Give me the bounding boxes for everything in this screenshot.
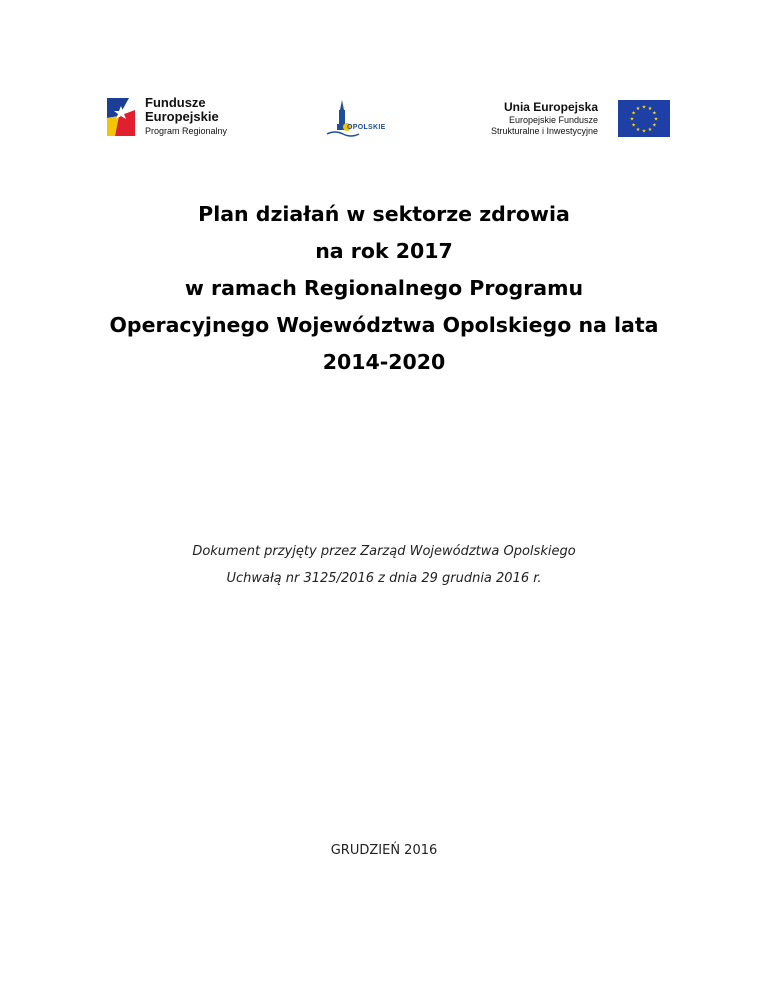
program-regionalny-label: Program Regionalny bbox=[145, 126, 228, 136]
title-line-1: Plan działań w sektorze zdrowia bbox=[198, 202, 570, 226]
eu-star-icon: ★ bbox=[635, 106, 641, 113]
adoption-note bbox=[0, 538, 768, 592]
title-line-3: w ramach Regionalnego Programu bbox=[184, 276, 584, 300]
fundusze-label: Fundusze bbox=[145, 95, 206, 110]
eu-stars-icon bbox=[618, 100, 670, 137]
eu-star-icon: ★ bbox=[652, 122, 657, 129]
document-date: GRUDZIEŃ 2016 bbox=[330, 843, 438, 858]
eu-flag-icon bbox=[618, 100, 670, 137]
eu-star-icon: ★ bbox=[653, 116, 659, 123]
eu-star-icon: ★ bbox=[641, 128, 647, 135]
fundusze-europejskie-emblem-icon bbox=[105, 96, 141, 138]
eu-star-icon: ★ bbox=[629, 116, 635, 123]
title-line-4: Operacyjnego Województwa Opolskiego na lata bbox=[109, 313, 659, 337]
unia-europejska-label: Unia Europejska bbox=[503, 100, 598, 114]
eu-star-icon: ★ bbox=[631, 110, 636, 117]
eu-star-icon: ★ bbox=[631, 122, 636, 129]
logo-bar bbox=[0, 0, 768, 160]
title-line-5: 2014-2020 bbox=[322, 350, 446, 374]
fundusze-europejskie-logo bbox=[105, 96, 255, 142]
eu-star-icon: ★ bbox=[635, 126, 641, 133]
opolskie-tower-icon bbox=[325, 98, 395, 142]
eu-star-icon: ★ bbox=[652, 110, 657, 117]
title-line-2: na rok 2017 bbox=[315, 239, 453, 263]
adoption-line-2: Uchwałą nr 3125/2016 z dnia 29 grudnia 2016 r. bbox=[226, 571, 542, 586]
eu-fundusze-label: Europejskie Fundusze bbox=[508, 115, 598, 125]
opolskie-logo bbox=[325, 98, 395, 142]
adoption-line-1: Dokument przyjęty przez Zarząd Województwa Opolskiego bbox=[192, 544, 576, 559]
eu-logo bbox=[480, 100, 670, 140]
eu-star-icon: ★ bbox=[647, 126, 653, 133]
europejskie-label: Europejskie bbox=[145, 109, 219, 124]
opolskie-label: OPOLSKIE bbox=[347, 124, 386, 131]
document-title bbox=[0, 196, 768, 381]
eu-strukturalne-label: Strukturalne i Inwestycyjne bbox=[490, 126, 598, 136]
eu-star-icon: ★ bbox=[647, 106, 653, 113]
fundusze-europejskie-text bbox=[145, 96, 227, 138]
eu-star-icon: ★ bbox=[641, 104, 647, 111]
eu-text bbox=[491, 100, 598, 137]
